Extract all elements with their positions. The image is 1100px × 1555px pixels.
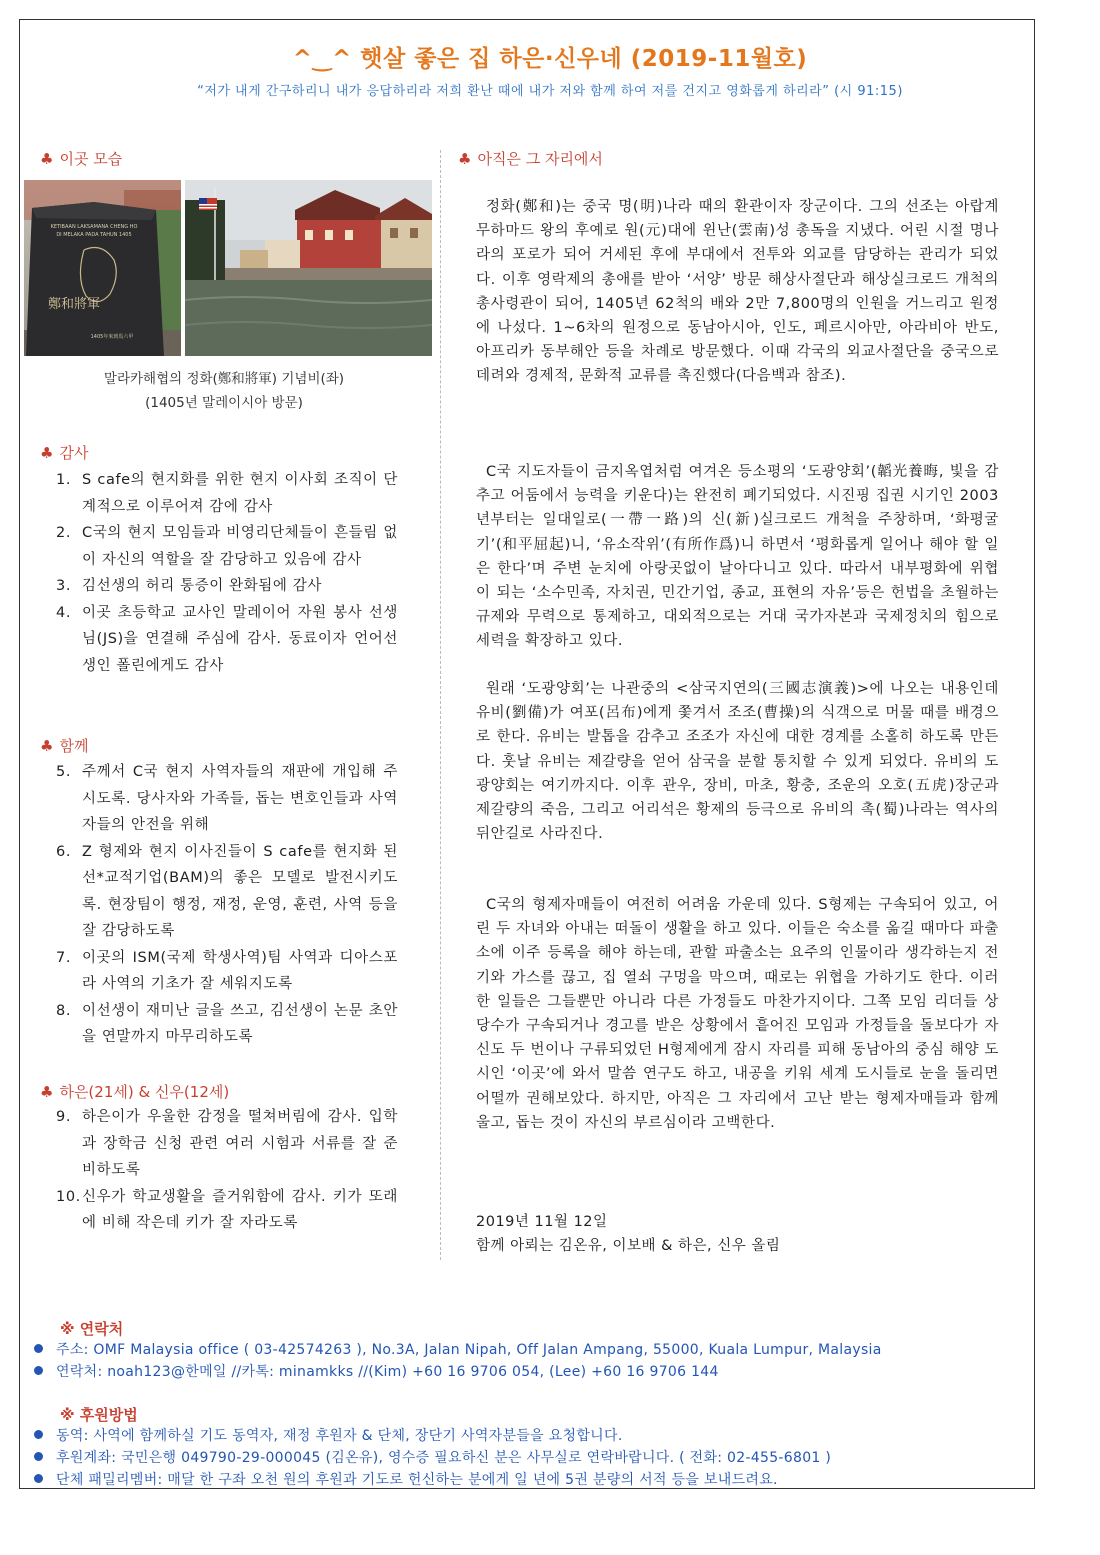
section-heading-label: 하은(21세) & 신우(12세) (59, 1083, 230, 1101)
bullet-icon (34, 1430, 43, 1439)
club-icon: ♣ (40, 1083, 54, 1101)
club-icon: ♣ (458, 150, 472, 168)
section-heading-kids (40, 1081, 229, 1102)
support-partner (56, 1425, 623, 1445)
prayer-item-text: C국의 현지 모임들과 비영리단체들이 흔들림 없이 자신의 역할을 잘 감당하고 있음에 감사 (82, 525, 398, 568)
prayer-item-number: 6. (56, 843, 72, 860)
contact-address (56, 1339, 882, 1359)
section-heading-label: 함께 (59, 737, 89, 755)
monument-chinese-name: 鄭和將軍 (47, 297, 101, 312)
paragraph-brothers: C국의 형제자매들이 여전히 어려움 가운데 있다. S형제는 구속되어 있고, 어린 두 자녀와 아내는 떠돌이 생활을 하고 있다. 이들은 숙소를 옮길 때마다 파출소에 이주 등록을 해야 하는데, 관할 파출소는 요주의 인물이라 생각하는지 전기와 가스를 끊고, 집 열쇠 구멍을 막으며, 때로는 위협을 가하기도 한다. 이러한 일들은 그들뿐만 아니라 다른 가정들도 마찬가지이다. 그쪽 모임 리더들 상당수가 구속되거나 경고를 받은 상황에서 흩어진 모임과 가정들을 돌보다가 자신도 두 번이나 구류되었던 H형제에게 잠시 자리를 피해 동남아의 중심 해양 도시인 ‘이곳’에 와서 말씀 연구도 하고, 내공을 키워 세계 도시들로 눈을 돌리면 어떨까 권해보았다. 하지만, 아직은 그 자리에서 고난 받는 형제자매들과 함께 울고, 돕는 것이 자신의 부르심이라 고백한다. (476, 897, 999, 1131)
prayer-item (56, 1184, 398, 1237)
river-photo (185, 180, 432, 356)
prayer-item-text: 이선생이 재미난 글을 쓰고, 김선생이 논문 초안을 연말까지 마무리하도록 (82, 1002, 398, 1045)
prayer-item (56, 839, 398, 945)
paragraph-taoguang: C국 지도자들이 금지옥엽처럼 여겨온 등소평의 ‘도광양회’(韜光養晦, 빛을 감추고 어둠에서 능력을 키운다)는 완전히 폐기되었다. 시진핑 집권 시기인 2003년부터는 일대일로(一帶一路)의 신(新)실크로드 개척을 주창하며, ‘화평굴기’(和平屈起)니, ‘유소작위’(有所作爲)니 하면서 ‘평화롭게 일어나 해야 할 일은 한다’며 주변 눈치에 아랑곳없이 날아다니고 있다. 따라서 내부평화에 위협이 되는 ‘소수민족, 자치권, 민간기업, 종교, 표현의 자유’등은 헌법을 초월하는 규제와 무력으로 통제하고, 대외적으로는 거대 국가자본과 국제정치의 힘으로 세력을 확장하고 있다. (476, 464, 999, 650)
section-heading-thanks (40, 442, 88, 463)
caption-line-1: 말라카해협의 정화(鄭和將軍) 기념비(좌) (103, 371, 345, 387)
section-heading-label: 이곳 모습 (59, 150, 123, 168)
bullet-icon (34, 1452, 43, 1461)
prayer-item (56, 573, 398, 600)
bullet-icon (34, 1474, 43, 1483)
monument-small-text: 1405年來到馬六甲 (90, 334, 134, 340)
support-account-text: 후원계좌: 국민은행 049790-29-000045 (김온유), 영수증 필요하신 분은 사무실로 연락바랍니다. ( 전화: 02-455-6801 ) (56, 1450, 832, 1466)
club-icon: ♣ (40, 737, 54, 755)
prayer-item-number: 7. (56, 949, 72, 966)
monument-text-line2: DI MELAKA PADA TAHUN 1405 (56, 232, 132, 238)
prayer-item-number: 2. (56, 525, 72, 541)
prayer-item (56, 759, 398, 839)
contact-heading: ※ 연락처 (60, 1320, 124, 1338)
prayer-item (56, 467, 398, 520)
bullet-icon (34, 1344, 43, 1353)
contact-phone (56, 1361, 719, 1381)
bible-verse: “저가 내게 간구하리니 내가 응답하리라 저희 환난 때에 내가 저와 함께 하여 저를 건지고 영화롭게 하리라” (시 91:15) (197, 84, 903, 99)
contact-phone-text: 연락처: noah123@한메일 //카톡: minamkks //(Kim) +60 16 9706 054, (Lee) +60 16 9706 144 (56, 1364, 719, 1380)
support-heading: ※ 후원방법 (60, 1406, 138, 1424)
monument-text-line1: KETIBAAN LAKSAMANA CHENG HO (50, 224, 138, 230)
prayer-item-text: 이곳의 ISM(국제 학생사역)팀 사역과 디아스포라 사역의 기초가 잘 세워지도록 (82, 949, 398, 992)
prayer-item-number: 3. (56, 578, 72, 594)
prayer-item (56, 945, 398, 998)
support-family (56, 1469, 778, 1489)
section-heading-still-there (458, 148, 603, 169)
section-heading-photo (40, 148, 122, 169)
prayer-item (56, 998, 398, 1051)
column-divider (440, 150, 441, 1260)
support-account (56, 1447, 831, 1467)
newsletter-title: ^‿^ 햇살 좋은 집 하은·신우네 (2019-11월호) (292, 46, 808, 72)
club-icon: ♣ (40, 444, 54, 462)
monument-photo (24, 180, 181, 356)
prayer-item-text: 주께서 C국 현지 사역자들의 재판에 개입해 주시도록. 당사자와 가족들, 돕는 변호인들과 사역자들의 안전을 위해 (82, 764, 398, 833)
club-icon: ♣ (40, 150, 54, 168)
thanks-list (56, 467, 398, 679)
prayer-item-number: 1. (56, 472, 72, 488)
prayer-item-text: S cafe의 현지화를 위한 현지 이사회 조직이 단계적으로 이루어져 감에 감사 (82, 472, 398, 515)
prayer-item-text: 신우가 학교생활을 즐거워함에 감사. 키가 또래에 비해 작은데 키가 잘 자라도록 (82, 1188, 398, 1231)
prayer-item-number: 9. (56, 1109, 72, 1125)
prayer-item-text: 하은이가 우울한 감정을 떨쳐버림에 감사. 입학과 장학금 신청 관련 여러 시험과 서류를 잘 준비하도록 (82, 1109, 398, 1178)
prayer-item-text: 이곳 초등학교 교사인 말레이어 자원 봉사 선생님(JS)을 연결해 주심에 감사. 동료이자 언어선생인 폴린에게도 감사 (82, 604, 398, 674)
paragraph-liubei: 원래 ‘도광양회’는 나관중의 <삼국지연의(三國志演義)>에 나오는 내용인데 유비(劉備)가 여포(呂布)에게 쫓겨서 조조(曹操)의 식객으로 머물 때를 배경으로 한다. 유비는 발톱을 감추고 조조가 자신에 대한 경계를 소홀히 하도록 만든다. 훗날 유비는 제갈량을 얻어 삼국을 분할 통치할 수 있게 되었다. 유비의 도광양회는 여기까지다. 이후 관우, 장비, 마초, 황충, 조운의 오호(五虎)장군과 제갈량의 죽음, 그리고 어리석은 황제의 등극으로 유비의 촉(蜀)나라는 역사의 뒤안길로 사라진다. (476, 681, 999, 843)
prayer-item-text: 김선생의 허리 통증이 완화됨에 감사 (82, 578, 322, 594)
prayer-item (56, 600, 398, 680)
photo-caption (24, 367, 424, 415)
prayer-item-text: Z 형제와 현지 이사진들이 S cafe를 현지화 된 선*교적기업(BAM)의 좋은 모델로 발전시키도록. 현장팀이 행정, 재정, 운영, 훈련, 사역 등을 잘 감당하도록 (82, 843, 398, 939)
section-heading-label: 감사 (59, 444, 89, 462)
support-partner-text: 동역: 사역에 함께하실 기도 동역자, 재정 후원자 & 단체, 장단기 사역자분들을 요청합니다. (56, 1428, 623, 1444)
contact-address-text: 주소: OMF Malaysia office ( 03-42574263 ), No.3A, Jalan Nipah, Off Jalan Ampang, 55000, Kuala Lumpur, Malaysia (56, 1342, 882, 1358)
prayer-item-number: 10. (56, 1188, 81, 1205)
prayer-item (56, 520, 398, 573)
letter-signature: 함께 아뢰는 김온유, 이보배 & 하은, 신우 올림 (476, 1238, 781, 1254)
prayer-item-number: 8. (56, 1002, 72, 1019)
bullet-icon (34, 1366, 43, 1375)
caption-line-2: (1405년 말레이시아 방문) (145, 395, 303, 411)
together-list (56, 759, 398, 1051)
kids-list (56, 1104, 398, 1237)
prayer-item-number: 4. (56, 604, 72, 621)
letter-date: 2019년 11월 12일 (476, 1214, 608, 1230)
support-family-text: 단체 패밀리멤버: 매달 한 구좌 오천 원의 후원과 기도로 헌신하는 분에게 일 년에 5권 분량의 서적 등을 보내드려요. (56, 1472, 778, 1488)
section-heading-together (40, 735, 88, 756)
section-heading-label: 아직은 그 자리에서 (477, 150, 603, 168)
prayer-item-number: 5. (56, 764, 72, 780)
paragraph-zhenghe: 정화(鄭和)는 중국 명(明)나라 때의 환관이자 장군이다. 그의 선조는 아랍계 무하마드 왕의 후예로 원(元)대에 윈난(雲南)성 총독을 지냈다. 어린 시절 명나라의 포로가 되어 거세된 후에 부대에서 전투와 외교를 담당하는 관리가 되었다. 이후 영락제의 총애를 받아 ‘서양’ 방문 해상사절단과 해상실크로드 개척의 총사령관이 되어, 1405년 62척의 배와 2만 7,800명의 인원을 거느리고 원정에 나섰다. 1~6차의 원정으로 동남아시아, 인도, 페르시아만, 아라비아 반도, 아프리카 동부해안 등을 차례로 방문했다. 이때 각국의 외교사절단을 중국으로 데려와 경제적, 문화적 교류를 촉진했다(다음백과 참조). (476, 199, 999, 385)
prayer-item (56, 1104, 398, 1184)
